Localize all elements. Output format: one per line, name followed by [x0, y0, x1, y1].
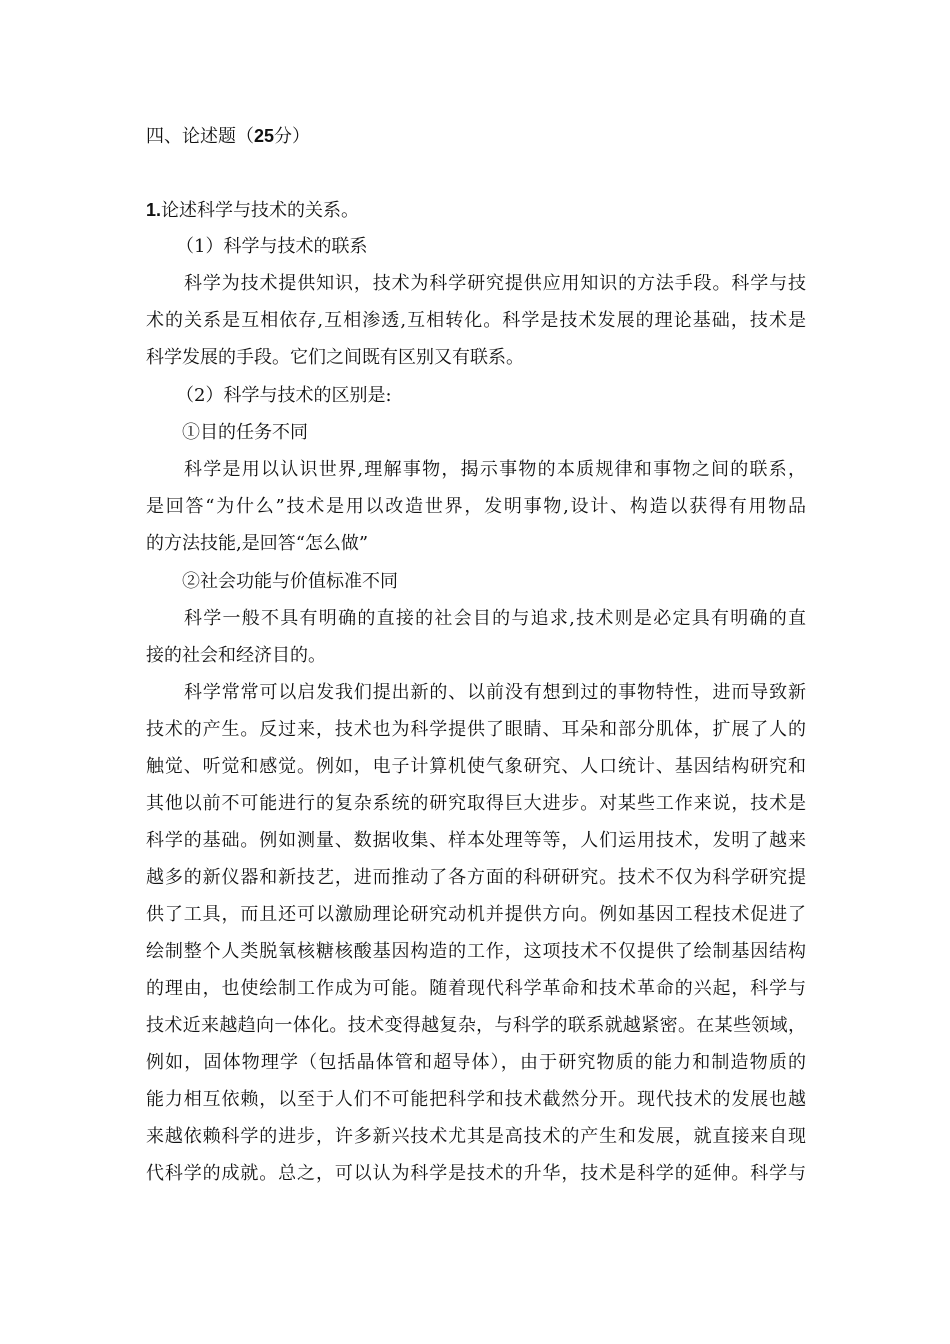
question-title [146, 198, 806, 223]
question-text: 论述科学与技术的关系。 [161, 200, 360, 221]
para4-line12: 能力相互依赖，以至于人们不可能把科学和技术截然分开。现代技术的发展也越 [146, 1089, 806, 1110]
para1-line3: 科学发展的手段。它们之间既有区别又有联系。 [146, 347, 524, 368]
section-score: 25 [254, 126, 275, 146]
para4-line3: 触觉、听觉和感觉。例如，电子计算机使气象研究、人口统计、基因结构研究和 [146, 756, 806, 777]
para1-line1: 科学为技术提供知识，技术为科学研究提供应用知识的方法手段。科学与技 [184, 273, 806, 294]
para4-line2: 技术的产生。反过来，技术也为科学提供了眼睛、耳朵和部分肌体，扩展了人的 [146, 719, 806, 740]
para4-line4: 其他以前不可能进行的复杂系统的研究取得巨大进步。对某些工作来说，技术是 [146, 793, 806, 814]
para1-line2: 术的关系是互相依存,互相渗透,互相转化。科学是技术发展的理论基础，技术是 [146, 310, 806, 331]
para3-line2: 接的社会和经济目的。 [146, 645, 326, 666]
para2-line1: 科学是用以认识世界,理解事物，揭示事物的本质规律和事物之间的联系， [184, 459, 806, 480]
para2-line2: 是回答“为什么”技术是用以改造世界，发明事物,设计、构造以获得有用物品 [146, 496, 806, 517]
para4-line14: 代科学的成就。总之，可以认为科学是技术的升华，技术是科学的延伸。科学与 [146, 1163, 806, 1184]
para4-line7: 供了工具，而且还可以激励理论研究动机并提供方向。例如基因工程技术促进了 [146, 904, 806, 925]
para4-line6: 越多的新仪器和新技艺，进而推动了各方面的科研研究。技术不仅为科学研究提 [146, 867, 806, 888]
para4-line1: 科学常常可以启发我们提出新的、以前没有想到过的事物特性，进而导致新 [184, 682, 806, 703]
subheading-connection: （1）科学与技术的联系 [176, 236, 368, 257]
para4-line8: 绘制整个人类脱氧核糖核酸基因构造的工作，这项技术不仅提供了绘制基因结构 [146, 941, 806, 962]
para4-line13: 来越依赖科学的进步，许多新兴技术尤其是高技术的产生和发展，就直接来自现 [146, 1126, 806, 1147]
para4-line5: 科学的基础。例如测量、数据收集、样本处理等等，人们运用技术，发明了越来 [146, 830, 806, 851]
para4-line11: 例如，固体物理学（包括晶体管和超导体），由于研究物质的能力和制造物质的 [146, 1052, 806, 1073]
section-heading-prefix: 四、论述题（ [146, 126, 254, 147]
para4-line9: 的理由，也使绘制工作成为可能。随着现代科学革命和技术革命的兴起，科学与 [146, 978, 806, 999]
para4-line10: 技术近来越趋向一体化。技术变得越复杂，与科学的联系就越紧密。在某些领域， [146, 1015, 806, 1036]
point-1-heading: ①目的任务不同 [182, 422, 308, 443]
question-number: 1. [146, 200, 162, 220]
section-heading-suffix: 分） [274, 126, 311, 147]
para2-line3: 的方法技能,是回答“怎么做” [146, 533, 369, 554]
point-2-heading: ②社会功能与价值标准不同 [182, 571, 398, 592]
section-heading [146, 124, 806, 149]
para3-line1: 科学一般不具有明确的直接的社会目的与追求,技术则是必定具有明确的直 [184, 608, 806, 629]
subheading-difference: （2）科学与技术的区别是: [176, 385, 392, 406]
